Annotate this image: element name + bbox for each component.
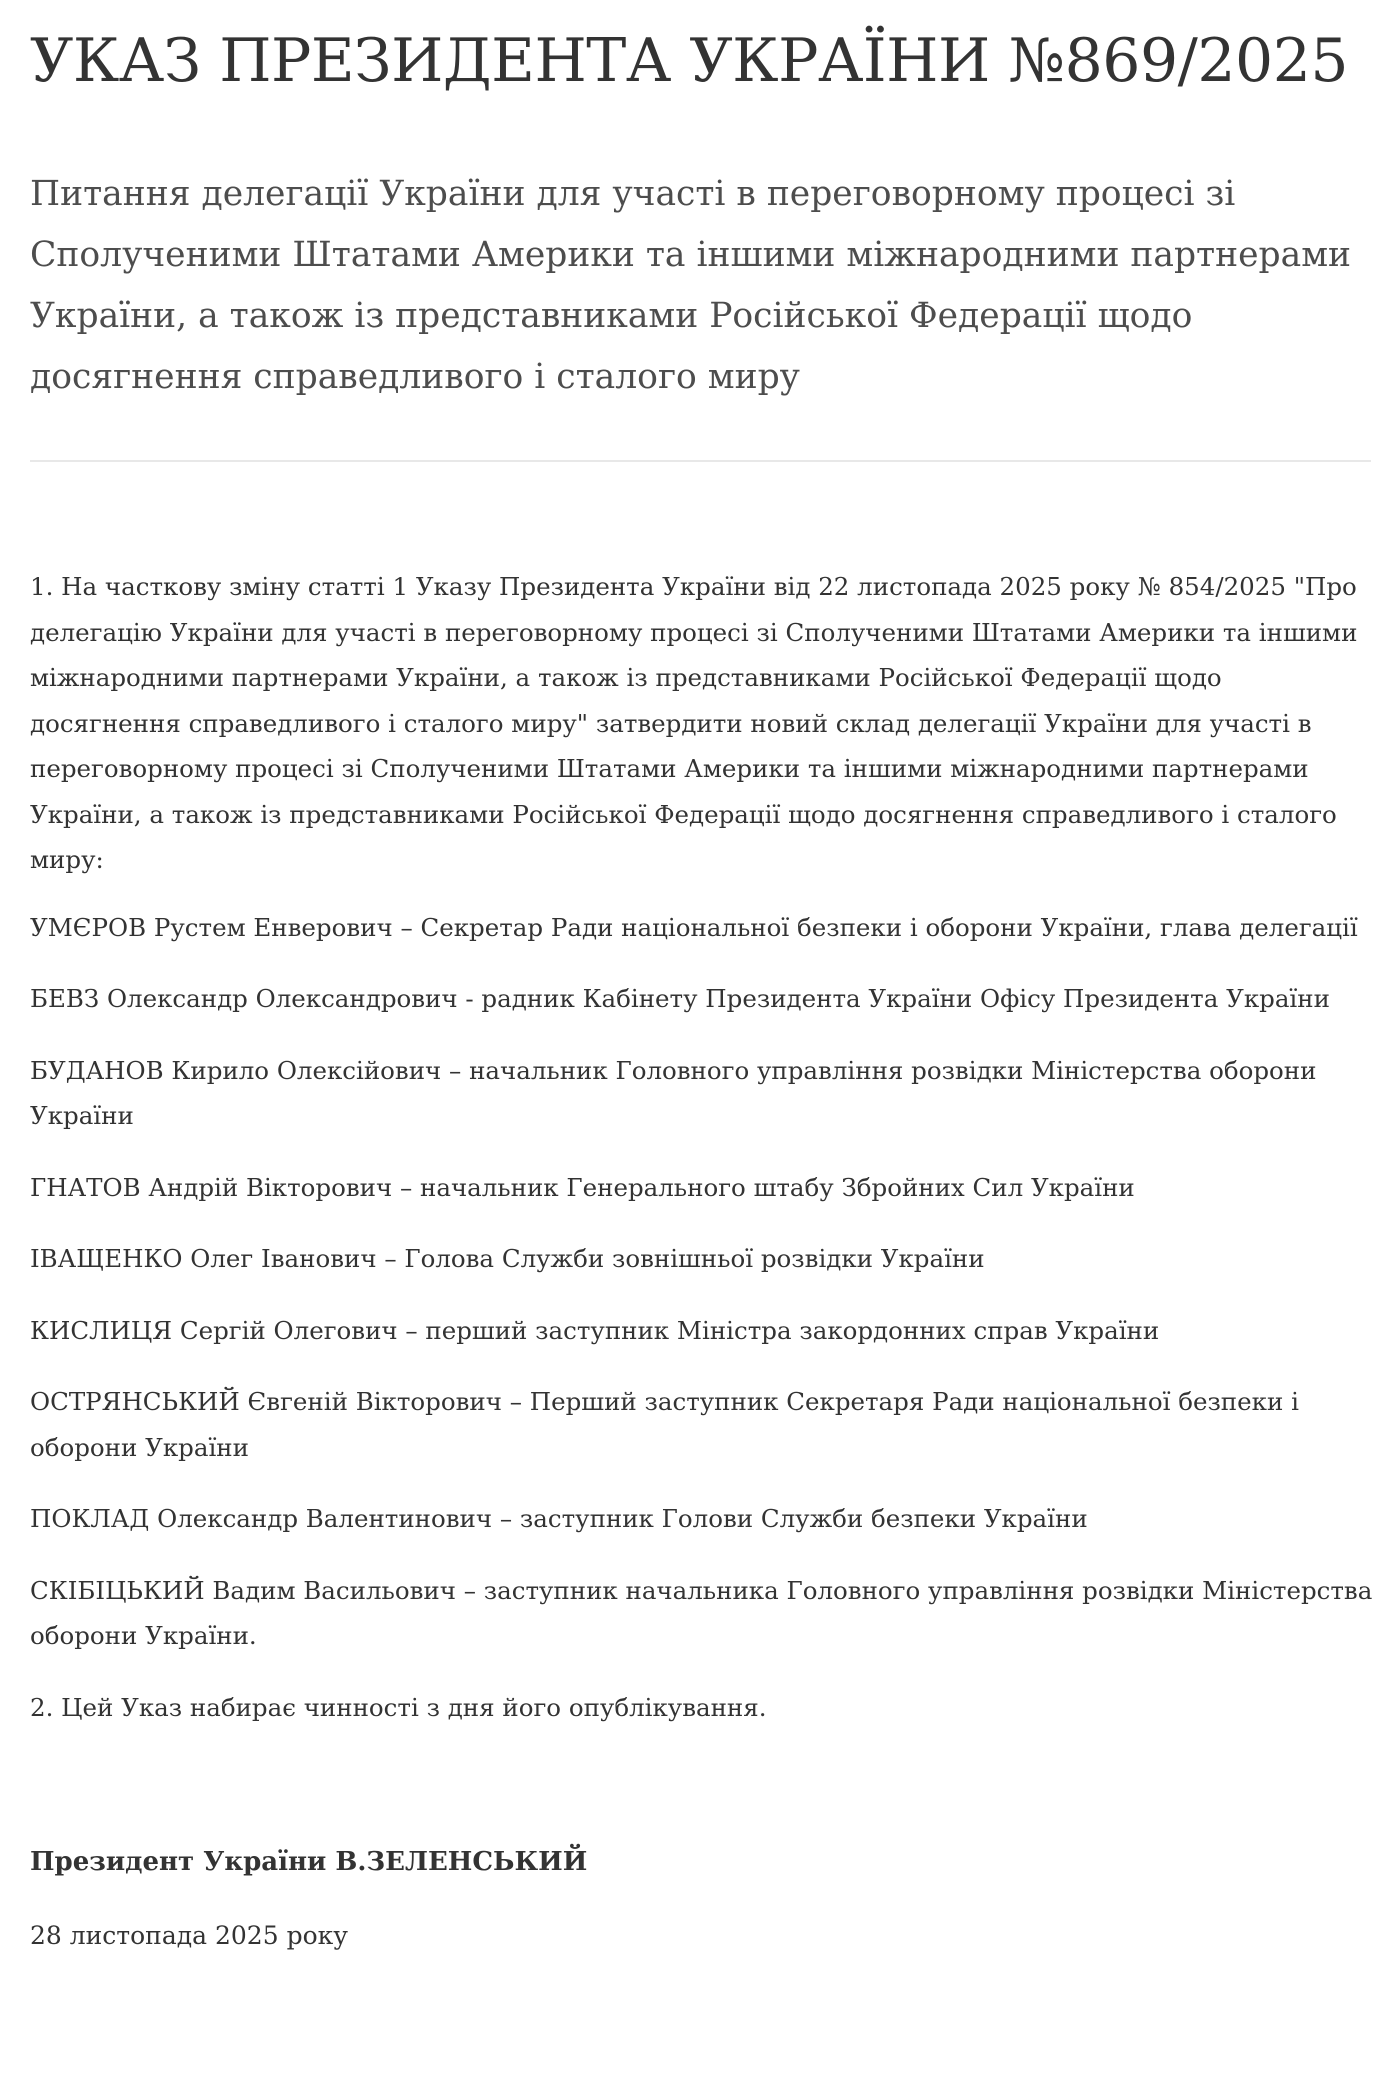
member-poklad: ПОКЛАД Олександр Валентинович – заступник Голови Служби безпеки України [30, 1504, 1088, 1533]
member-budanov: БУДАНОВ Кирило Олексійович – начальник Головного управління розвідки Міністерства оборони України [30, 1055, 1317, 1130]
member-ivashchenko: ІВАЩЕНКО Олег Іванович – Голова Служби зовнішньої розвідки України [30, 1244, 985, 1273]
signature: Президент України В.ЗЕЛЕНСЬКИЙ [30, 1847, 588, 1877]
member-ostrianskyi: ОСТРЯНСЬКИЙ Євгеній Вікторович – Перший заступник Секретаря Ради національної безпеки і оборони України [30, 1387, 1299, 1462]
paragraph-article-2: 2. Цей Указ набирає чинності з дня його опублікування. [30, 1692, 767, 1722]
decree-title: УКАЗ ПРЕЗИДЕНТА УКРАЇНИ №869/2025 [30, 26, 1349, 96]
member-kyslytsia: КИСЛИЦЯ Сергій Олегович – перший заступник Міністра закордонних справ України [30, 1315, 1160, 1345]
member-umerov: УМЄРОВ Рустем Енверович – Секретар Ради національної безпеки і оборони України, глава делегації [30, 912, 1358, 942]
member-hnatov: ГНАТОВ Андрій Вікторович – начальник Генерального штабу Збройних Сил України [30, 1172, 1135, 1202]
decree-subtitle: Питання делегації України для участі в переговорному процесі зі Сполученими Штатами Америки та іншими міжнародними партнерами України, а також із представниками Російської Федерації щодо досягнення справедливого і сталого миру [30, 174, 1352, 397]
paragraph-article-1: 1. На часткову зміну статті 1 Указу Президента України від 22 листопада 2025 року № 854/2025 "Про делегацію України для участі в переговорному процесі зі Сполученими Штатами Америки та іншими міжнародними партнерами України, а також із представниками Російської Федерації щодо досягнення справедливого і сталого миру" затвердити новий склад делегації України для участі в переговорному процесі зі Сполученими Штатами Америки та іншими міжнародними партнерами України, а також із представниками Російської Федерації щодо досягнення справедливого і сталого миру: [30, 572, 1358, 874]
decree-body [30, 564, 1375, 1730]
divider [30, 460, 1371, 462]
member-bevz: БЕВЗ Олександр Олександрович - радник Кабінету Президента України Офісу Президента України [30, 984, 1330, 1013]
member-skibitskyi: СКІБІЦЬКИЙ Вадим Васильович – заступник начальника Головного управління розвідки Міністерства оборони України. [30, 1575, 1373, 1650]
decree-date: 28 листопада 2025 року [30, 1921, 348, 1950]
